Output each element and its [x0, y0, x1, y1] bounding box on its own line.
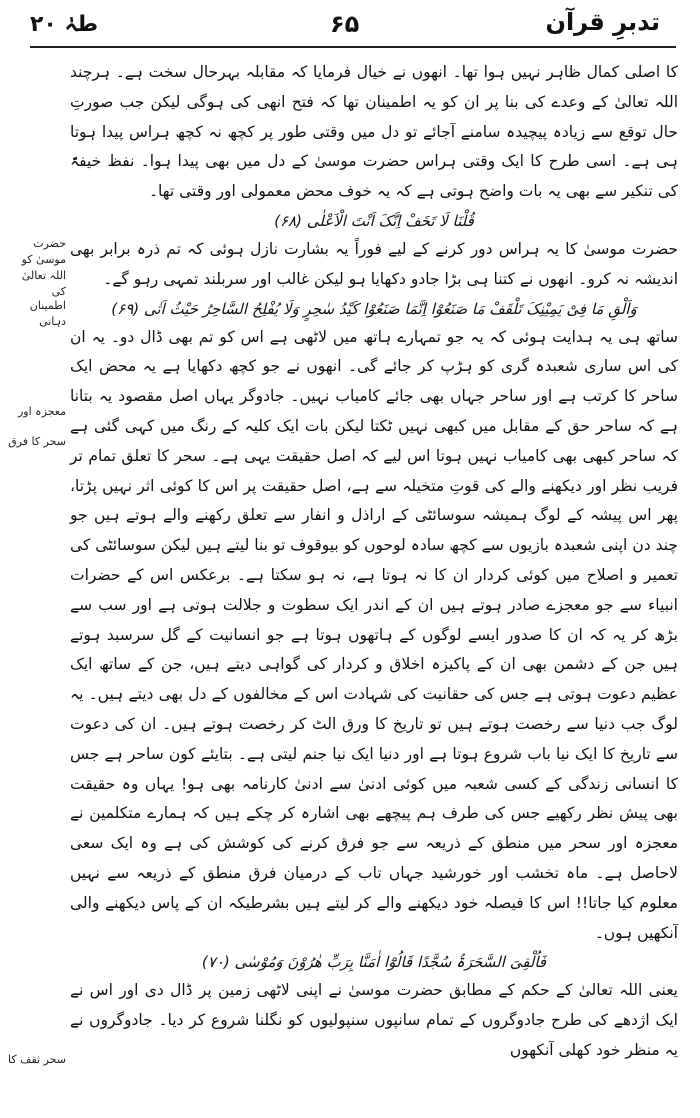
verse-70: فَاُلْقِیَ السَّحَرَۃُ سُجَّدًا قَالُوْٓا اٰمَنَّا بِرَبِّ ھٰرُوْنَ وَمُوْسٰی (۷۰) [201, 953, 547, 972]
paragraph-4: یعنی اللہ تعالیٰ کے حکم کے مطابق حضرت موسیٰ نے اپنی لاٹھی زمین پر ڈال دی اور اس نے ایک اژدھے کی طرح جادوگروں کے تمام سانپوں سنپولیوں کو نگلنا شروع کر دیا۔ جادوگروں نے یہ منظر خود کھلی آنکھوں [70, 981, 678, 1059]
margin-note-4: معجزہ اور [18, 405, 66, 418]
header-rule [30, 46, 676, 48]
surah-label: طہٰ ۲۰ [30, 12, 99, 37]
paragraph-1: کا اصلی کمال ظاہر نہیں ہوا تھا۔ انھوں نے خیال فرمایا کہ مقابلہ بہرحال سخت ہے۔ ہرچند اللہ تعالیٰ کے وعدے کی بنا پر ان کو یہ اطمینان تھا کہ فتح انھی کی ہوگی لیکن جب صورتِ حال توقع سے زیادہ پیچیدہ سامنے آجائے تو دل میں وقتی طور پر کچھ نہ کچھ ہراس پیدا ہوتا ہی ہے۔ اسی طرح کا ایک وقتی ہراس حضرت موسیٰ کے دل میں بھی پیدا ہوا۔ نفظ خیفۃً کی تنکیر سے بھی یہ بات واضح ہوتی ہے کہ یہ خوف محض معمولی اور وقتی تھا۔ [70, 63, 678, 201]
verse-68: قُلْنَا لَا تَخَفْ اِنَّکَ اَنْتَ الْاَعْلٰی (۶۸) [274, 211, 474, 230]
paragraph-3: ساتھ ہی یہ ہدایت ہوئی کہ یہ جو تمہارے ہاتھ میں لاٹھی ہے اس کو تم بھی ڈال دو۔ یہ ان کی اس ساری شعبدہ گری کو ہڑپ کر جائے گی۔ انھوں نے جو کچھ دکھایا ہے یہ محض ایک ساحر کا کرتب ہے اور ساحر جہاں بھی جائے کامیاب نہیں۔ جادوگر یہاں اصل مقصود یہ بتانا ہے کہ ساحر حق کے مقابل میں کبھی نہیں ٹکتا لیکن بات ایک کلیہ کے رنگ میں کہی گئی ہے کہ ساحر کبھی بھی کامیاب نہیں ہوتا اس لیے کہ اصل حقیقت یہی ہے۔ سحر کا تعلق تمام تر فریب نظر اور دیکھنے والے کی قوتِ متخیلہ سے ہے، اصل حقیقت پر اس کا کوئی اثر نہیں پڑتا، پھر اس پیشہ کے لوگ ہمیشہ سوسائٹی کے اراذل و انفار سے تعلق رکھنے والے ہوتے ہیں جو چند دن اپنی شعبدہ بازیوں سے کچھ سادہ لوحوں کو بیوقوف تو بنا لیتے ہیں لیکن سوسائٹی کی تعمیر و اصلاح میں کوئی کردار ان کا نہ ہوتا ہے، نہ ہو سکتا ہے۔ برعکس اس کے حضرات انبیاء سے جو معجزے صادر ہوتے ہیں ان کے اندر ایک سطوت و جلالت ہوتی ہے اور سب سے بڑھ کر یہ کہ ان کا صدور ایسے لوگوں کے ہاتھوں ہوتا ہے جو انسانیت کے گل سرسبد ہوتے ہیں جن کے دشمن بھی ان کے پاکیزہ اخلاق و کردار کی گواہی دیتے ہیں، جن کے ساتھ ایک عظیم دعوت ہوتی ہے جس کی حقانیت کی شہادت اس کے مخالفوں کے دل بھی دیتے ہیں۔ یہ لوگ جب دنیا سے رخصت ہوتے ہیں تو تاریخ کا ورق الٹ کر رخصت ہوتے ہیں۔ ان کی دعوت سے تاریخ کا ایک نیا باب شروع ہوتا ہے اور دنیا ایک نیا جنم لیتی ہے۔ بتایئے کون ساحر ہے جس کا انسانی زندگی کے کسی شعبہ میں کوئی ادنیٰ سے ادنیٰ کارنامہ بھی ہو! یہاں وہ حقیقت بھی پیش نظر رکھیے جس کی طرف ہم پیچھے بھی اشارہ کر چکے ہیں کہ ہمارے متکلمین نے معجزہ اور سحر میں منطق کے ذریعہ سے جو فرق کرنے کی کوشش کی ہے وہ ایک سعی لاحاصل ہے۔ ماہ تخشب اور خورشید جہاں تاب کے درمیان فرق منطق کے ذریعہ سے نہیں معلوم کیا جاتا!! اس کا فیصلہ خود دیکھنے والے کر لیتے ہیں بشرطیکہ ان کے پاس دیکھنے والی آنکھیں ہوں۔ [70, 327, 678, 942]
verse-69: وَاَلْقِ مَا فِیْ یَمِیْنِکَ تَلْقَفْ مَا صَنَعُوْا اِنَّمَا صَنَعُوْا کَیْدُ سٰحِرٍ وَلَا یُفْلِحُ السَّاحِرُ حَیْثُ اَتٰی (۶۹) [111, 299, 637, 318]
margin-note-5: سحر کا فرق [8, 435, 66, 448]
page-number: ۶۵ [330, 10, 360, 38]
book-title: تدبرِ قرآن [545, 8, 660, 36]
margin-note-3: اطمینان دہانی [29, 299, 66, 328]
main-text [70, 58, 678, 1066]
margin-note-6: سحر ثقف کا [8, 1053, 66, 1066]
page-header [0, 0, 700, 50]
margin-note-1: حضرت موسیٰ کو [21, 237, 66, 266]
margin-note-2: اللہ تعالیٰ کی [21, 269, 66, 298]
paragraph-2: حضرت موسیٰ کا یہ ہراس دور کرنے کے لیے فوراً یہ بشارت نازل ہوئی کہ تم ذرہ برابر بھی اندیشہ نہ کرو۔ انھوں نے کتنا ہی بڑا جادو دکھایا ہو لیکن غالب اور سربلند تمہی رہو گے۔ [70, 239, 678, 288]
